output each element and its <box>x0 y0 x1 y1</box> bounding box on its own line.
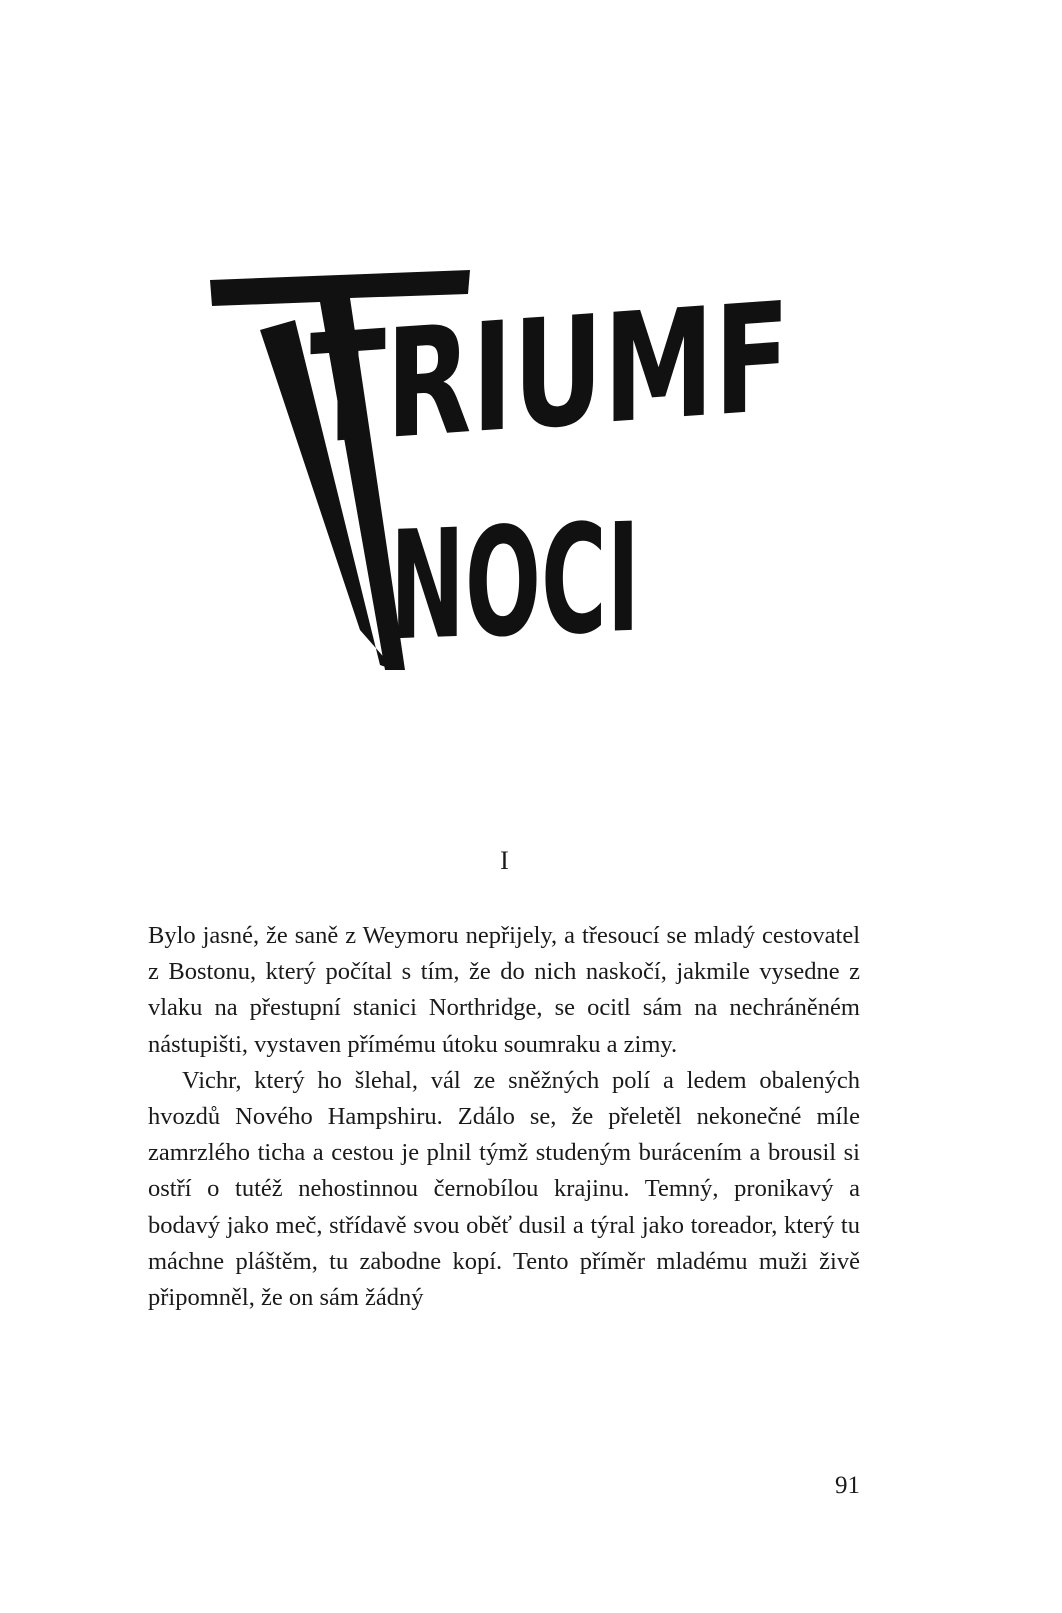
chapter-number: I <box>500 846 510 875</box>
title-line-1: TRIUMF <box>310 259 958 479</box>
page-number: 91 <box>835 1472 860 1499</box>
chapter-title-art <box>200 250 958 700</box>
chapter-body <box>148 918 860 1316</box>
paragraph-1: Bylo jasné, že saně z Weymoru nepřijely, a třesoucí se mladý cestovatel z Bostonu, který počítal s tím, že do nich naskočí, jakmile vysedne z vlaku na přestupní stanici Northridge, se ocitl sám na nechráněném nástupišti, vystaven přímému útoku soumraku a zimy. <box>148 922 860 1058</box>
paragraph-2: Vichr, který ho šlehal, vál ze sněžných polí a ledem obalených hvozdů Nového Hampshiru. Zdálo se, že přeletěl nekonečné míle zamrzlého ticha a cestou je plnil týmž studeným burácením a brousil si ostří o tutéž nehostinnou černobílou krajinu. Temný, pronikavý a bodavý jako meč, střídavě svou oběť dusil a týral jako toreador, který tu máchne pláštěm, tu zabodne kopí. Tento příměr mladému muži živě připomněl, že on sám žádný <box>148 1066 860 1312</box>
title-lettering <box>200 250 958 700</box>
title-line-2: NOCI <box>390 485 809 675</box>
